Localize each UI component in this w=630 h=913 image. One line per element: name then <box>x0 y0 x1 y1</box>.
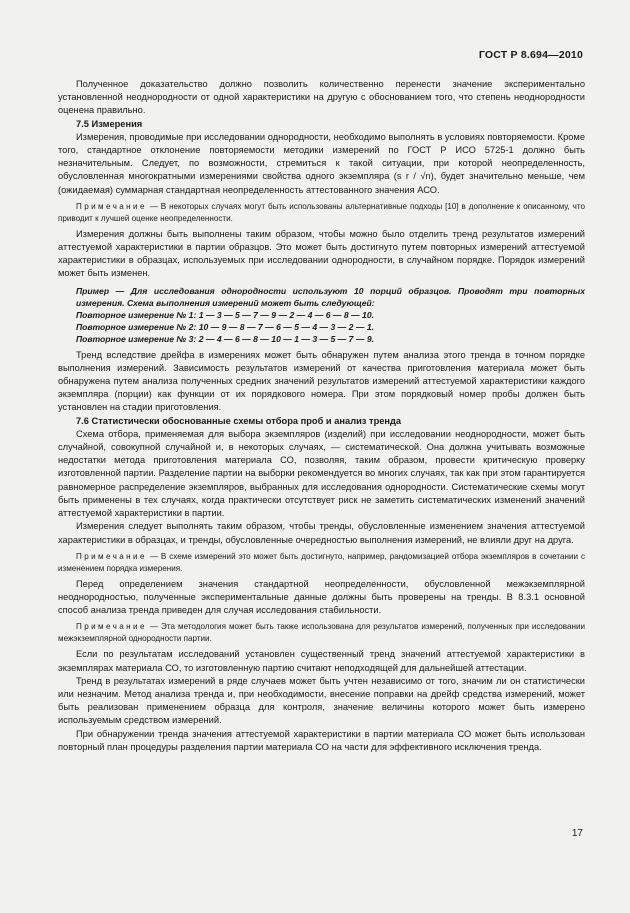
example-line: Повторное измерение № 1: 1 — 3 — 5 — 7 — 9 — 2 — 4 — 6 — 8 — 10. <box>76 310 374 321</box>
note <box>58 201 585 225</box>
paragraph: Если по результатам исследований установлен существенный тренд значений аттестуемой характеристики в экземплярах материала СО, то изготовленную партию считают неподходящей для дальнейшей аттестации. <box>58 649 585 673</box>
paragraph: Измерения следует выполнять таким образом, чтобы тренды, обусловленные изменением значения аттестуемой характеристики в образцах, и тренды, обусловленные очередностью выполнения измерений, не влияли друг на друга. <box>58 521 585 545</box>
paragraph: При обнаружении тренда значения аттестуемой характеристики в партии материала СО может быть использован повторный план процедуры разделения партии материала СО на части для эффективного исключения тренда. <box>58 728 585 752</box>
paragraph: Тренд вследствие дрейфа в измерениях может быть обнаружен путем анализа этого тренда в точном порядке выполнения измерений. Зависимость результатов измерений от качества приготовления материала может быть обнаружена путем анализа полученных средних значений результатов измерений аттестуемой характеристики каждого экземпляра (порции) как функции от их порядкового номера. При этом порядковый номер пробы должен быть установлен на стадии приготовления. <box>58 349 585 413</box>
paragraph: Полученное доказательство должно позволить количественно перенести значение экспериментально установленной неоднородности от одной характеристики на другую с обоснованием того, что степень неоднородности оценена правильно. <box>58 79 585 116</box>
paragraph: Схема отбора, применяемая для выбора экземпляров (изделий) при исследовании неоднородности, может быть случайной, совокупной случайной и, в некоторых случаях, — систематической. Она должна учитывать возможные недостатки метода приготовления материала СО, позволяя, таким образом, провести критическую проверку изготовленной партии. Разделение партии на выборки рекомендуется во многих случаях, так как при этом гарантируется равномерное распределение экземпляров, выбранных для исследования однородности. Систематические схемы могут быть применены в тех случаях, когда практически отсутствует риск не заметить систематических изменений значений аттестуемой характеристики в партии. <box>58 428 585 519</box>
document-body <box>58 78 585 754</box>
paragraph: Тренд в результатах измерений в ряде случаев может быть учтен независимо от того, значим ли он статистически или незначим. Метод анализа тренда и, при необходимости, внесение поправки на дрейф средства измерений, может быть реализован применением образца для контроля, значение величины которого может быть измерено используемым средством измерений. <box>58 675 585 726</box>
note-text: — В схеме измерений это может быть достигнуто, например, рандомизацией отбора экземпляров в сочетании с изменением порядка измерения. <box>58 551 585 573</box>
section-heading-7-6: 7.6 Статистически обоснованные схемы отбора проб и анализ тренда <box>76 415 402 426</box>
note-label: Примечание <box>76 201 147 211</box>
note-text: — Эта методология может быть также использована для результатов измерений, полученных при исследовании межэкземплярной однородности партии. <box>58 622 585 644</box>
example-block <box>58 285 585 346</box>
note-label: Примечание <box>76 622 147 632</box>
note <box>58 551 585 575</box>
document-header: ГОСТ Р 8.694—2010 <box>478 49 583 61</box>
example-line: Повторное измерение № 3: 2 — 4 — 6 — 8 — 10 — 1 — 3 — 5 — 7 — 9. <box>76 334 374 345</box>
note <box>58 621 585 645</box>
paragraph: Измерения, проводимые при исследовании однородности, необходимо выполнять в условиях повторяемости. Кроме того, стандартное отклонение повторяемости методики измерений по ГОСТ Р ИСО 5725-1 должно быть незначительным. Следует, по возможности, стремиться к такой ситуации, при которой неопределенность, обусловленная многократными измерениями свойства одного экземпляра (s r / √n), будет значительно меньше, чем (ожидаемая) суммарная стандартная неопределенность аттестованного значения АСО. <box>58 131 585 195</box>
example-line: Повторное измерение № 2: 10 — 9 — 8 — 7 — 6 — 5 — 4 — 3 — 2 — 1. <box>76 322 374 333</box>
example-lead: Пример — Для исследования однородности используют 10 порций образцов. Проводят три повторных измерения. Схема выполнения измерений может быть следующей: <box>76 285 585 308</box>
paragraph: Измерения должны быть выполнены таким образом, чтобы можно было отделить тренд результатов измерений аттестуемой характеристики в партии образцов. Это может быть достигнуто путем повторных измерений аттестуемой характеристики в образцах, используемых при исследовании однородности, в случайном порядке. Порядок измерений может быть изменен. <box>58 228 585 279</box>
page-number: 17 <box>571 828 583 839</box>
note-label: Примечание <box>76 551 147 561</box>
note-text: — В некоторых случаях могут быть использованы альтернативные подходы [10] в дополнение к описанному, что приводит к лучшей оценке неопределенности. <box>58 201 585 223</box>
section-heading-7-5: 7.5 Измерения <box>76 118 143 129</box>
paragraph: Перед определением значения стандартной неопределенности, обусловленной межэкземплярной неоднородностью, полученные экспериментальные данные должны быть проверены на тренды. В 8.3.1 основной способ анализа тренда приведен для случая исследования стабильности. <box>58 578 585 616</box>
